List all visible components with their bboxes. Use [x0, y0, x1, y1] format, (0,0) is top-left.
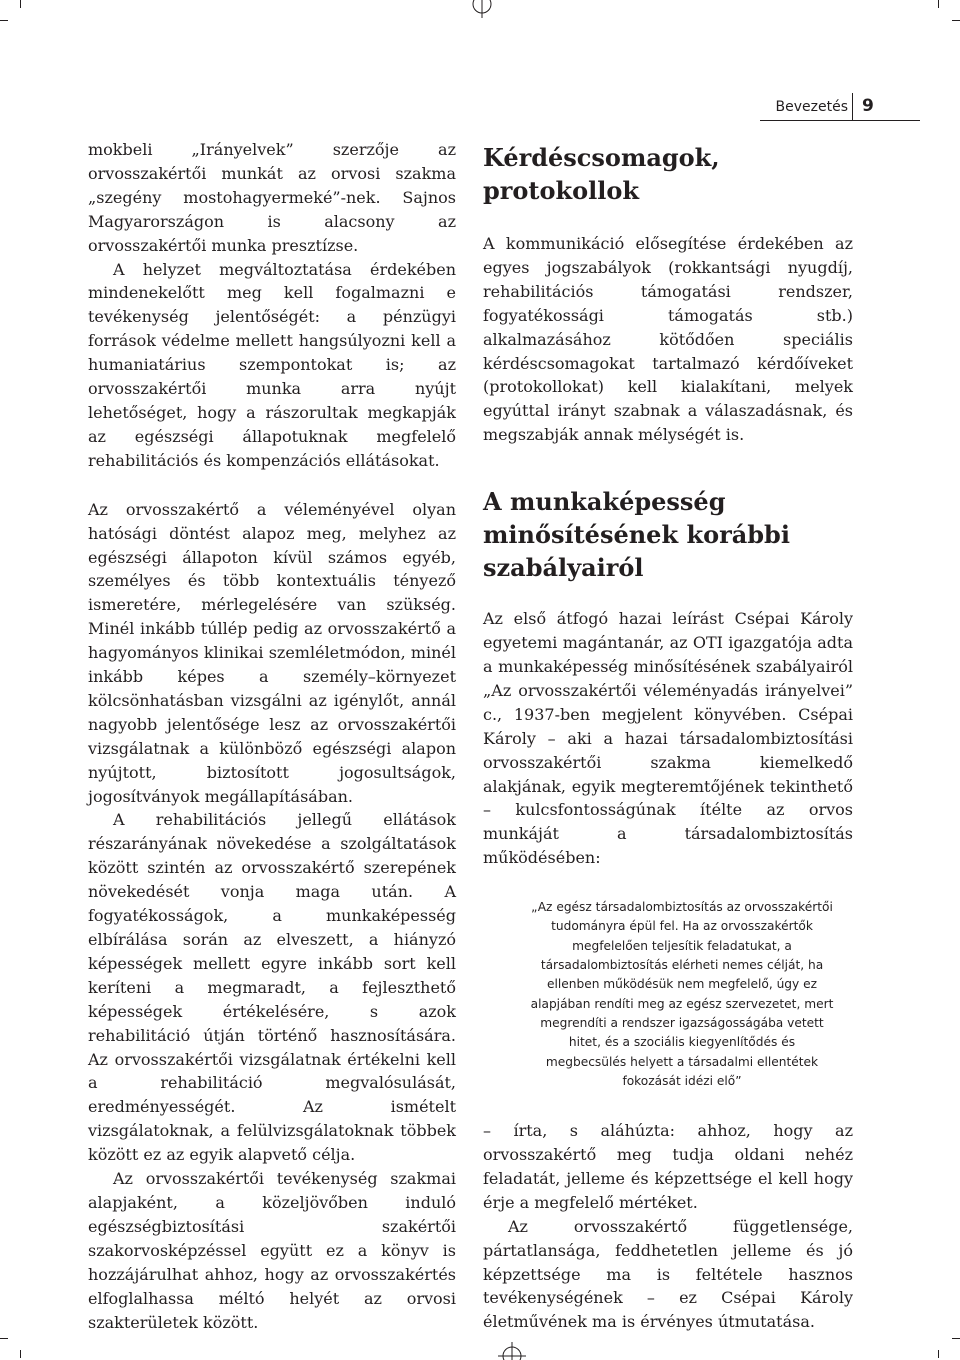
crop-mark: [952, 1338, 960, 1339]
paragraph: Az orvosszakértő a véleményével olyan hatósági döntést alapoz meg, melyhez az egészségi állapoton kívül számos egyéb, személyes és több kontextuális tényező ismeretére, mérlegelésére van szükség. Minél inkább túllép pedig az orvosszakértő a hagyományos klinikai szemléletmódon, minél inkább képes a személy–környezet kölcsönhatásban vizsgálni az igénylőt, annál nagyobb jelentősége lesz az orvosszakértői vizsgálatnak a különböző egészségi alapon nyújtott, biztosított jogosultságok, jogosítványok megállapításában.: [88, 499, 456, 806]
crop-mark: [0, 20, 8, 21]
crop-mark: [938, 1350, 939, 1358]
registration-mark: [492, 1330, 532, 1360]
paragraph: mokbeli „Irányelvek” szerzője az orvosszakértői munkát az orvosi szakma „szegény mostohagyermeké”-nek. Sajnos Magyarországon is alacsony az orvosszakértői munka presztízse.: [88, 140, 456, 255]
paragraph: Az első átfogó hazai leírást Csépai Károly egyetemi magántanár, az OTI igazgatója adta a munkaképesség minősítésének szabályairól „Az orvosszakértői véleményadás irányelvei” c., 1937-ben megjelent könyvében. Csépai Károly – aki a hazai társadalombiztosítási orvosszakértői szakma kiemelkedő alakjának, egyik megteremtőjének tekinthető – kulcsfontosságúnak ítélte az orvos munkáját a társadalombiztosítás működésében:: [483, 609, 853, 868]
paragraph: A helyzet megváltoztatása érdekében mindenekelőtt meg kell fogalmazni e tevékenység jelentőségét: a pénzügyi források védelme mellett hangsúlyozni kell a humaniatárius szempontokat is; az orvosszakértői munka arra nyújt lehetőséget, hogy a rászorultak megkapják az egészségi állapotuknak megfelelő rehabilitációs és kompenzációs ellátásokat.: [88, 259, 456, 470]
paragraph: Az orvosszakértő függetlensége, pártatlansága, feddhetetlen jelleme és jó képzettsége ma is feltétele hasznos tevékenységének – ez Csépai Károly életművének ma is érvényes útmutatása.: [483, 1216, 853, 1332]
page-number: 9: [862, 96, 874, 116]
section-heading: Kérdéscsomagok, protokollok: [483, 143, 720, 205]
paragraph: – írta, s aláhúzta: ahhoz, hogy az orvosszakértő meg tudja oldani nehéz feladatát, jelleme és képzettsége el kell hogy érje a megfelelő mértéket.: [483, 1121, 853, 1212]
paragraph: A rehabilitációs jellegű ellátások részarányának növekedése a szolgáltatások között szintén az orvosszakértő szerepének növekedését vonja maga után. A fogyatékosságok, a munkaképesség elbírálása során az elveszett, a hiányzó képességek mellett egyre inkább sort kell keríteni a megmaradt, a fejleszthető képességek értékelésére, s azok rehabilitáció útján történő hasznosítására. Az orvosszakértői vizsgálatnak értékelni kell a rehabilitáció megvalósulását, eredményességét. Az ismételt vizsgálatoknak, a felülvizsgálatoknak többek között ez az egyik alapvető célja.: [88, 810, 456, 1165]
left-column: [88, 138, 456, 1334]
header-rule: [760, 120, 920, 121]
paragraph: Az orvosszakértői tevékenység szakmai alapjaként, a közeljövőben induló egészségbiztosítási szakértői szakorvosképzéssel együtt ez a könyv is hozzájárulhat ahhoz, hogy az orvosszakértés elfoglalhassa méltó helyét az orvosi szakterületek között.: [88, 1169, 456, 1332]
running-header: [760, 93, 920, 121]
crop-mark: [952, 20, 960, 21]
header-separator: [852, 93, 853, 121]
paragraph: A kommunikáció elősegítése érdekében az egyes jogszabályok (rokkantsági nyugdíj, rehabilitációs támogatási rendszer, fogyatékossági támogatás stb.) alkalmazásához kötődően speciális kérdéscsomagokat tartalmazó kérdőíveket (protokollokat) kell kialakítani, melyek egyúttal irányt szabnak a válaszadásnak, és megszabják annak mélységét is.: [483, 234, 853, 445]
crop-mark: [0, 1338, 8, 1339]
crop-mark: [20, 1350, 21, 1358]
crop-mark: [20, 0, 21, 8]
right-column: [483, 138, 853, 1334]
crop-mark: [938, 0, 939, 8]
section-heading: A munkaképesség minősítésének korábbi szabályairól: [483, 487, 790, 583]
registration-mark: [462, 0, 502, 30]
block-quote: „Az egész társadalombiztosítás az orvosszakértői tudományra épül fel. Ha az orvosszakértők megfelelően teljesítik feladatukat, a társadalombiztosítás elérheti nemes célját, ha ellenben működésük nem megfelelő, úgy ez alapjában rendíti meg az egész szervezetet, mert megrendíti a rendszer igazságosságába vetett hitet, és a szociális kiegyenlítődés és megbecsülés helyett a társadalmi ellentétek fokozását idézi elő”: [530, 900, 834, 1088]
section-title: Bevezetés: [775, 99, 848, 115]
